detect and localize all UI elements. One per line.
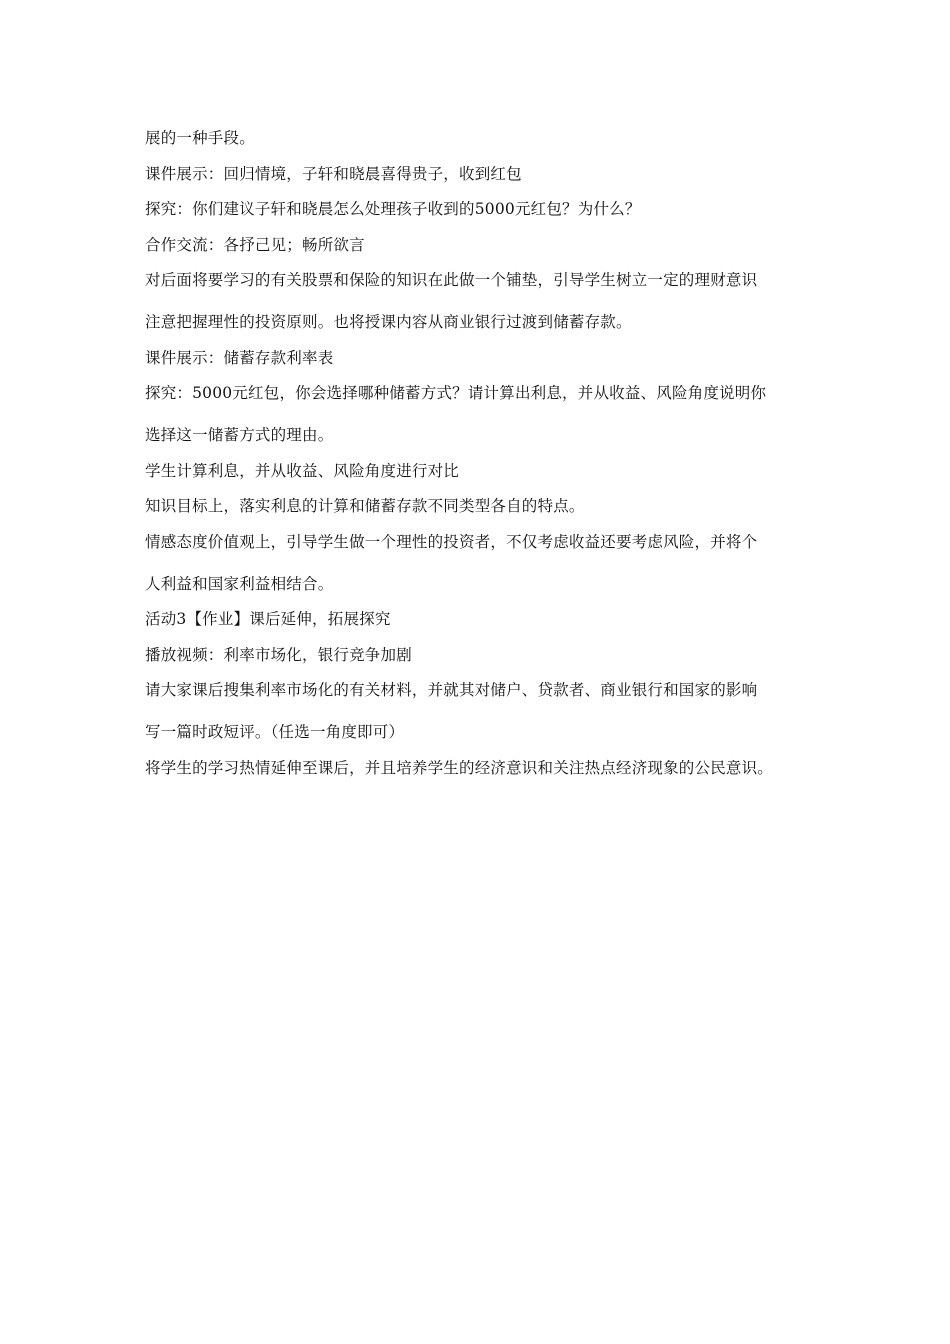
text-line: 学生计算利息，并从收益、风险角度进行对比 xyxy=(145,462,460,480)
text-line: 探究：5000元红包，你会选择哪种储蓄方式？请计算出利息，并从收益、风险角度说明你 xyxy=(145,384,767,402)
text-line: 选择这一储蓄方式的理由。 xyxy=(145,426,334,444)
text-line: 活动3【作业】课后延伸，拓展探究 xyxy=(145,610,391,628)
text-line: 将学生的学习热情延伸至课后，并且培养学生的经济意识和关注热点经济现象的公民意识。 xyxy=(145,759,774,777)
text-line: 知识目标上，落实利息的计算和储蓄存款不同类型各自的特点。 xyxy=(145,497,585,515)
text-line: 合作交流：各抒己见；畅所欲言 xyxy=(145,236,365,254)
text-line: 课件展示：回归情境，子轩和晓晨喜得贵子，收到红包 xyxy=(145,165,522,183)
text-line: 注意把握理性的投资原则。也将授课内容从商业银行过渡到储蓄存款。 xyxy=(145,313,632,331)
text-line: 对后面将要学习的有关股票和保险的知识在此做一个铺垫，引导学生树立一定的理财意识 xyxy=(145,271,758,289)
text-line: 探究：你们建议子轩和晓晨怎么处理孩子收到的5000元红包？为什么？ xyxy=(145,200,641,218)
text-line: 课件展示：储蓄存款利率表 xyxy=(145,349,334,367)
text-line: 人利益和国家利益相结合。 xyxy=(145,575,334,593)
text-line: 情感态度价值观上，引导学生做一个理性的投资者，不仅考虑收益还要考虑风险，并将个 xyxy=(145,533,758,551)
text-line: 播放视频：利率市场化，银行竞争加剧 xyxy=(145,646,412,664)
text-line: 请大家课后搜集利率市场化的有关材料，并就其对储户、贷款者、商业银行和国家的影响 xyxy=(145,681,758,699)
text-line: 写一篇时政短评。（任选一角度即可） xyxy=(145,723,405,741)
text-line: 展的一种手段。 xyxy=(145,129,255,147)
